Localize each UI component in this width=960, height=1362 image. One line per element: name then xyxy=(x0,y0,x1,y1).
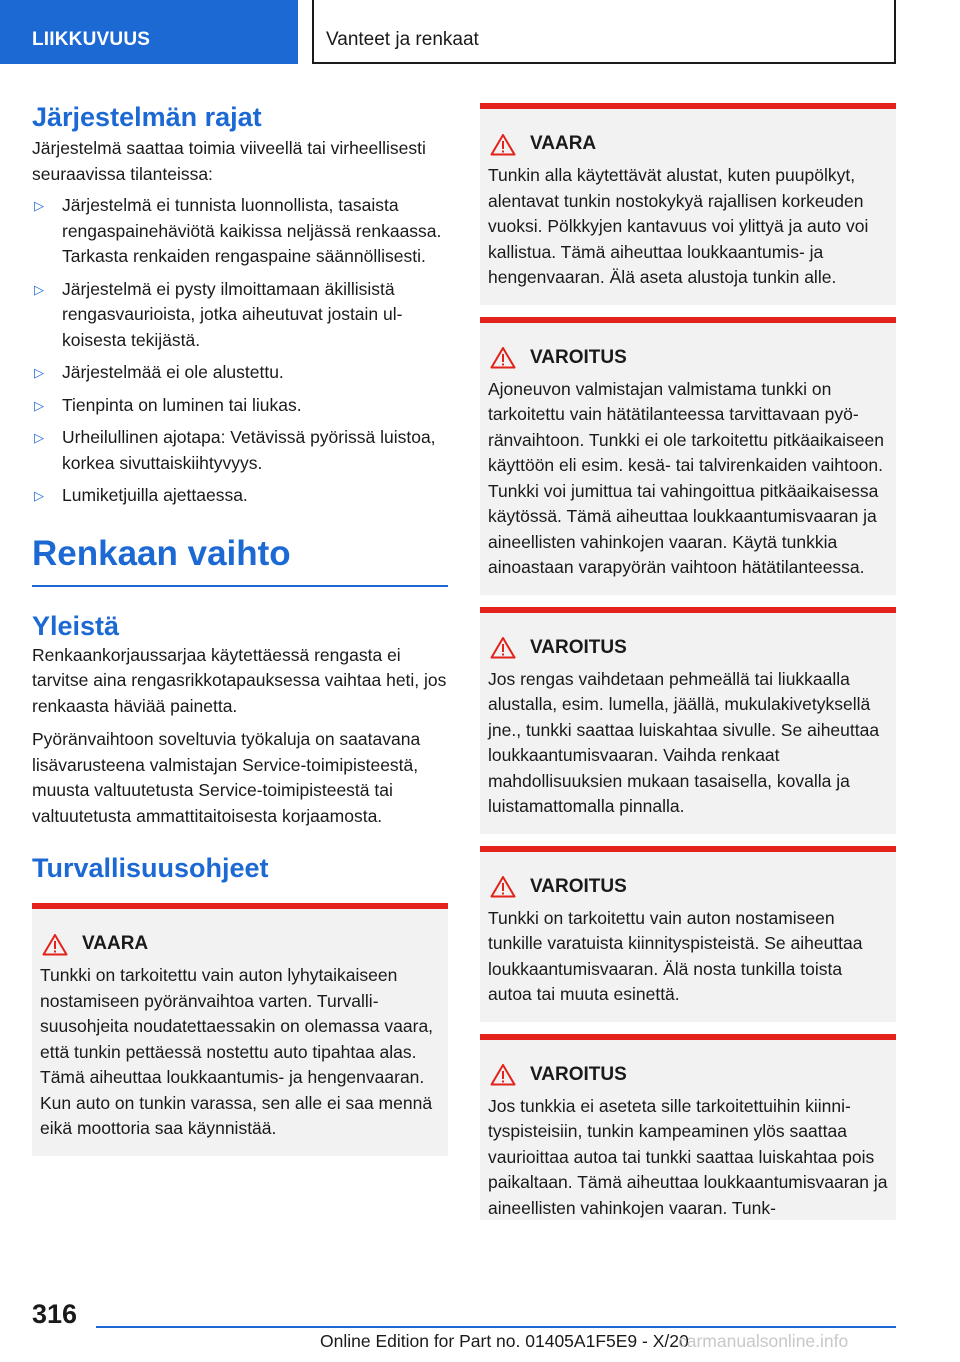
warning-box-caution xyxy=(480,846,896,1022)
list-item: ▷ Tienpinta on luminen tai liukas. xyxy=(32,393,448,419)
warning-triangle-icon xyxy=(490,1063,516,1086)
warning-box-caution xyxy=(480,317,896,595)
general-heading: Yleistä xyxy=(32,610,120,641)
section-tab xyxy=(0,0,298,64)
warning-triangle-icon xyxy=(42,933,68,956)
warning-title xyxy=(488,874,888,900)
triangle-bullet-icon: ▷ xyxy=(34,488,44,503)
warning-box-danger xyxy=(480,103,896,305)
limits-intro: Järjestelmä saattaa toimia viiveellä tai virheellisesti seuraavissa tilanteissa: xyxy=(32,138,426,184)
warning-title xyxy=(488,1062,888,1088)
warning-title xyxy=(488,131,888,157)
limits-list xyxy=(32,193,448,509)
warning-triangle-icon xyxy=(490,636,516,659)
list-item: ▷ Järjestelmää ei ole alustettu. xyxy=(32,360,448,386)
general-paragraph-1: Renkaankorjaussarjaa käytettäessä rengasta ei tarvitse aina rengasrikkotapauksessa vaihtaa heti, jos renkaasta häviää painetta. xyxy=(32,644,447,716)
page-number: 316 xyxy=(32,1299,78,1329)
warning-label: VAROITUS xyxy=(530,1063,627,1085)
watermark-text: carmanualsonline.info xyxy=(678,1331,849,1351)
warning-label: VAARA xyxy=(530,133,597,154)
warning-title xyxy=(488,635,888,661)
triangle-bullet-icon: ▷ xyxy=(34,281,44,297)
warning-triangle-icon xyxy=(490,346,516,369)
warning-label: VAROITUS xyxy=(530,875,627,897)
warning-title xyxy=(488,345,888,371)
section-title: LIIKKUVUUS xyxy=(32,29,151,50)
warning-box-danger xyxy=(32,903,448,1156)
left-column xyxy=(32,100,448,1156)
chapter-title: Vanteet ja renkaat xyxy=(326,29,479,50)
warning-text: Tunkin alla käytettävät alustat, kuten puupölkyt, alentavat tunkin nostokykyä rajallisen korkeuden vuoksi. Pölkkyjen kantavuus voi ylittyä ja auto voi kallistua. Tämä aiheuttaa loukkaantumis- ja hengenvaaran. Älä aseta alustoja tunkin alle. xyxy=(488,165,869,287)
triangle-bullet-icon: ▷ xyxy=(34,198,44,213)
right-column xyxy=(480,103,896,1220)
tyre-change-heading: Renkaan vaihto xyxy=(32,533,448,587)
warning-title xyxy=(40,931,440,957)
limits-heading: Järjestelmän rajat xyxy=(32,102,262,132)
list-item: ▷ Järjestelmä ei tunnista luonnollista, tasaista rengaspainehäviötä kaikissa neljässä renkaassa. Tarkasta renkaiden rengaspaine säännöllisesti. xyxy=(34,195,442,266)
warning-text: Tunkki on tarkoitettu vain auton nostamiseen tunkille varatuista kiinnityspisteistä. Se aiheuttaa loukkaantumisvaaran. Älä nosta tunkilla toista autoa tai muuta esinettä. xyxy=(488,907,863,1004)
warning-label: VAROITUS xyxy=(530,346,627,368)
warning-triangle-icon xyxy=(490,875,516,898)
edition-text: Online Edition for Part no. 01405A1F5E9 - X/20 xyxy=(320,1331,689,1351)
warning-text: Jos tunkkia ei aseteta sille tarkoitettuihin kiinnityspisteisiin, tunkin kampeaminen ylös saattaa vaurioittaa autoa tai tunkki saattaa luiskahtaa pois paikaltaan. Tämä aiheuttaa loukkaantumisvaaran ja aineellisten vahinkojen vaaran. Tunk- xyxy=(488,1095,888,1218)
list-item: ▷ Urheilullinen ajotapa: Vetävissä pyörissä luistoa, korkea sivuttaiskiihtyvyys. xyxy=(34,427,436,473)
warning-label: VAROITUS xyxy=(530,636,627,658)
list-item: ▷ Lumiketjuilla ajettaessa. xyxy=(32,483,448,509)
triangle-bullet-icon: ▷ xyxy=(34,430,44,445)
warning-text: Ajoneuvon valmistajan valmistama tunkki on tarkoitettu vain hätätilanteessa tarvittavaan pyöränvaihtoon. Tunkki ei ole tarkoitettu pitkäaikaiseen käyttöön eli esim. kesä- tai talvirenkaiden vaihtoon. Tunkki voi jumittua tai vahingoittua pitkäaikaisessa käytössä. Tämä aiheuttaa loukkaantumisvaaran ja aineellisten vahinkojen vaaran. Käytä tunkkia ainoastaan varapyörän vaihtoon hätätilanteessa. xyxy=(488,378,884,577)
warning-box-caution xyxy=(480,607,896,834)
footer-divider xyxy=(96,1326,896,1328)
chapter-tab xyxy=(312,0,896,64)
triangle-bullet-icon: ▷ xyxy=(34,365,44,380)
list-item: ▷ Järjestelmä ei pysty ilmoittamaan äkillisistä rengasvaurioista, jotka aiheutuvat jostain ulkoisesta tekijästä. xyxy=(34,278,403,350)
safety-heading: Turvallisuusohjeet xyxy=(32,853,269,883)
warning-text: Jos rengas vaihdetaan pehmeällä tai liukkaalla alustalla, esim. lumella, jäällä, mukulakivetyksellä jne., tunkki saattaa luiskahtaa sivulle. Se aiheuttaa loukkaantumisvaaran. Vaihda renkaat mahdollisuuksien mukaan tasaisella, kovalla ja luistamattomalla pinnalla. xyxy=(488,668,880,816)
warning-box-caution xyxy=(480,1034,896,1220)
warning-label: VAARA xyxy=(82,933,149,954)
triangle-bullet-icon: ▷ xyxy=(34,397,44,413)
general-paragraph-2: Pyöränvaihtoon soveltuvia työkaluja on saatavana lisävarusteena valmistajan Service-toimipisteestä, muusta valtuutetusta Service-toimipisteestä tai valtuutetusta ammattitaitoisesta korjaamosta. xyxy=(32,729,421,826)
warning-text: Tunkki on tarkoitettu vain auton lyhytaikaiseen nostamiseen pyöränvaihtoa varten. Turvallisuusohjeita noudatettaessakin on olemassa vaara, että tunkin pettäessä nostettu auto tipahtaa alas. Tämä aiheuttaa loukkaantumis- ja hengenvaaran. Kun auto on tunkin varassa, sen alle ei saa mennä eikä moottoria saa käynnistää. xyxy=(40,965,434,1138)
warning-triangle-icon xyxy=(490,133,516,156)
